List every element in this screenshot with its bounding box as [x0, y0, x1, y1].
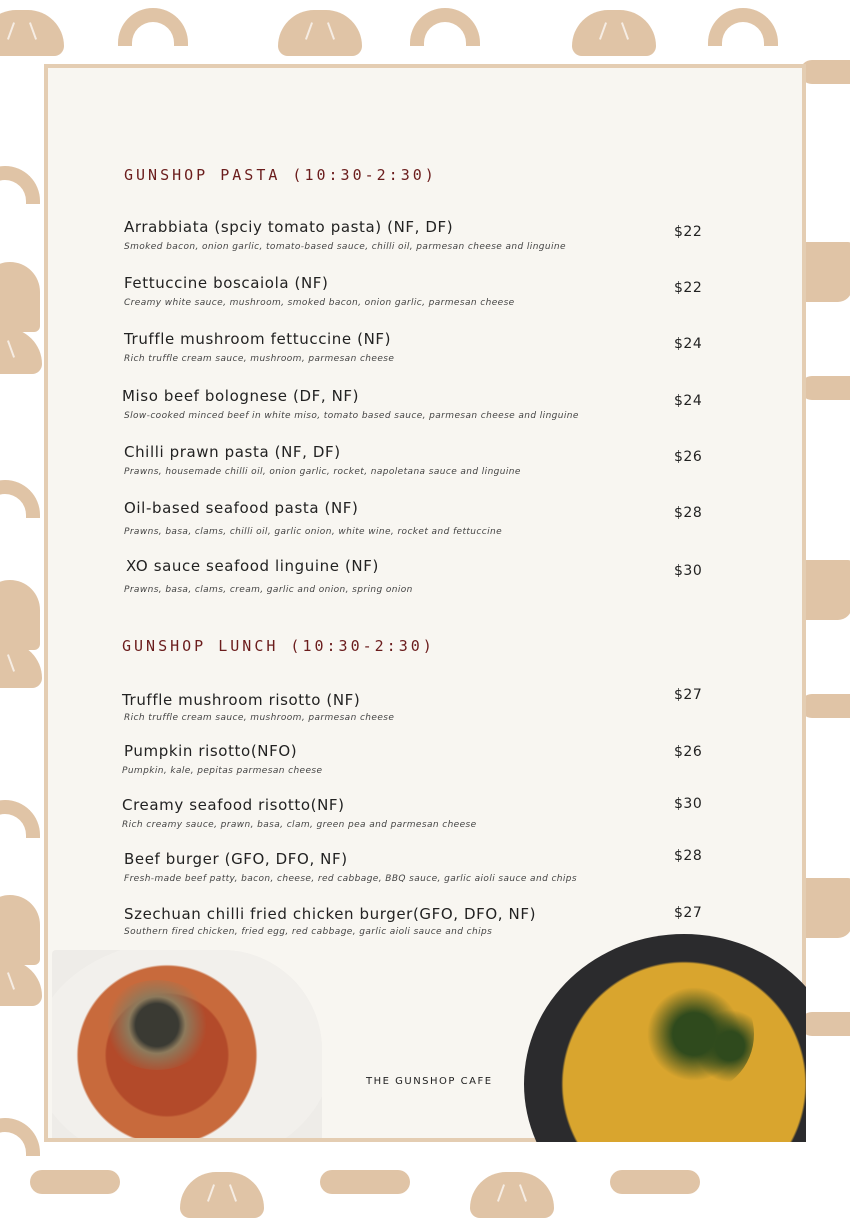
section-title-lunch: GUNSHOP LUNCH (10:30-2:30) — [122, 637, 435, 655]
menu-item — [48, 330, 810, 380]
baguette-icon — [800, 1012, 850, 1036]
item-name: Truffle mushroom fettuccine (NF) — [124, 330, 392, 348]
bread-loaf-icon — [0, 580, 40, 650]
item-name: Szechuan chilli fried chicken burger(GFO, DFO, NF) — [124, 905, 537, 923]
croissant-icon — [0, 166, 40, 204]
item-name: Beef burger (GFO, DFO, NF) — [124, 850, 348, 868]
item-description: Prawns, basa, clams, chilli oil, garlic onion, white wine, rocket and fettuccine — [124, 527, 503, 537]
menu-item — [48, 557, 810, 607]
item-name: Arrabbiata (spciy tomato pasta) (NF, DF) — [124, 218, 454, 236]
item-price: $22 — [674, 224, 703, 240]
croissant-icon — [708, 8, 778, 46]
item-price: $22 — [674, 280, 703, 296]
menu-item — [48, 742, 810, 792]
bread-bun-icon — [0, 960, 42, 1006]
bread-bun-icon — [470, 1172, 554, 1218]
item-description: Rich creamy sauce, prawn, basa, clam, green pea and parmesan cheese — [122, 820, 477, 830]
item-description: Slow-cooked minced beef in white miso, tomato based sauce, parmesan cheese and linguine — [124, 411, 579, 421]
item-price: $28 — [674, 848, 703, 864]
baguette-icon — [320, 1170, 410, 1194]
item-description: Creamy white sauce, mushroom, smoked bacon, onion garlic, parmesan cheese — [124, 298, 515, 308]
item-description: Prawns, housemade chilli oil, onion garlic, rocket, napoletana sauce and linguine — [124, 467, 521, 477]
item-name: Fettuccine boscaiola (NF) — [124, 274, 329, 292]
menu-card — [44, 64, 806, 1142]
baguette-icon — [800, 60, 850, 84]
item-price: $30 — [674, 563, 703, 579]
item-name: Miso beef bolognese (DF, NF) — [122, 387, 360, 405]
croissant-icon — [0, 1118, 40, 1156]
item-description: Rich truffle cream sauce, mushroom, parmesan cheese — [124, 713, 395, 723]
item-price: $24 — [674, 336, 703, 352]
menu-item — [48, 850, 810, 900]
item-price: $26 — [674, 449, 703, 465]
baguette-icon — [30, 1170, 120, 1194]
item-name: Oil-based seafood pasta (NF) — [124, 499, 359, 517]
bread-loaf-icon — [0, 262, 40, 332]
item-price: $27 — [674, 687, 703, 703]
menu-item — [48, 499, 810, 549]
item-description: Prawns, basa, clams, cream, garlic and onion, spring onion — [124, 585, 413, 595]
item-price: $26 — [674, 744, 703, 760]
item-description: Fresh-made beef patty, bacon, cheese, red cabbage, BBQ sauce, garlic aioli sauce and chips — [124, 874, 578, 884]
bread-bun-icon — [572, 10, 656, 56]
bread-bun-icon — [0, 10, 64, 56]
item-description: Rich truffle cream sauce, mushroom, parmesan cheese — [124, 354, 395, 364]
menu-item — [48, 443, 810, 493]
risotto-photo — [524, 934, 806, 1142]
menu-item — [48, 218, 810, 268]
item-price: $24 — [674, 393, 703, 409]
item-name: Chilli prawn pasta (NF, DF) — [124, 443, 341, 461]
cafe-name: THE GUNSHOP CAFE — [366, 1076, 493, 1087]
pasta-photo — [52, 950, 322, 1138]
section-title-pasta: GUNSHOP PASTA (10:30-2:30) — [124, 166, 437, 184]
item-name: Creamy seafood risotto(NF) — [122, 796, 345, 814]
croissant-icon — [410, 8, 480, 46]
item-price: $30 — [674, 796, 703, 812]
menu-item — [48, 796, 810, 846]
menu-item — [48, 387, 810, 437]
bread-bun-icon — [0, 328, 42, 374]
croissant-icon — [118, 8, 188, 46]
risotto-pan-image — [524, 934, 806, 1142]
item-price: $28 — [674, 505, 703, 521]
menu-item — [48, 687, 810, 741]
item-description: Smoked bacon, onion garlic, tomato-based sauce, chilli oil, parmesan cheese and linguine — [124, 242, 566, 252]
bread-loaf-icon — [0, 895, 40, 965]
croissant-icon — [0, 480, 40, 518]
pasta-plate-image — [52, 950, 322, 1138]
item-description: Pumpkin, kale, pepitas parmesan cheese — [122, 766, 323, 776]
croissant-icon — [0, 800, 40, 838]
baguette-icon — [610, 1170, 700, 1194]
item-description: Southern fired chicken, fried egg, red cabbage, garlic aioli sauce and chips — [124, 927, 493, 937]
bread-bun-icon — [180, 1172, 264, 1218]
item-name: XO sauce seafood linguine (NF) — [126, 557, 379, 575]
menu-item — [48, 274, 810, 324]
item-name: Truffle mushroom risotto (NF) — [122, 691, 361, 709]
item-name: Pumpkin risotto(NFO) — [124, 742, 298, 760]
bread-bun-icon — [278, 10, 362, 56]
item-price: $27 — [674, 905, 703, 921]
